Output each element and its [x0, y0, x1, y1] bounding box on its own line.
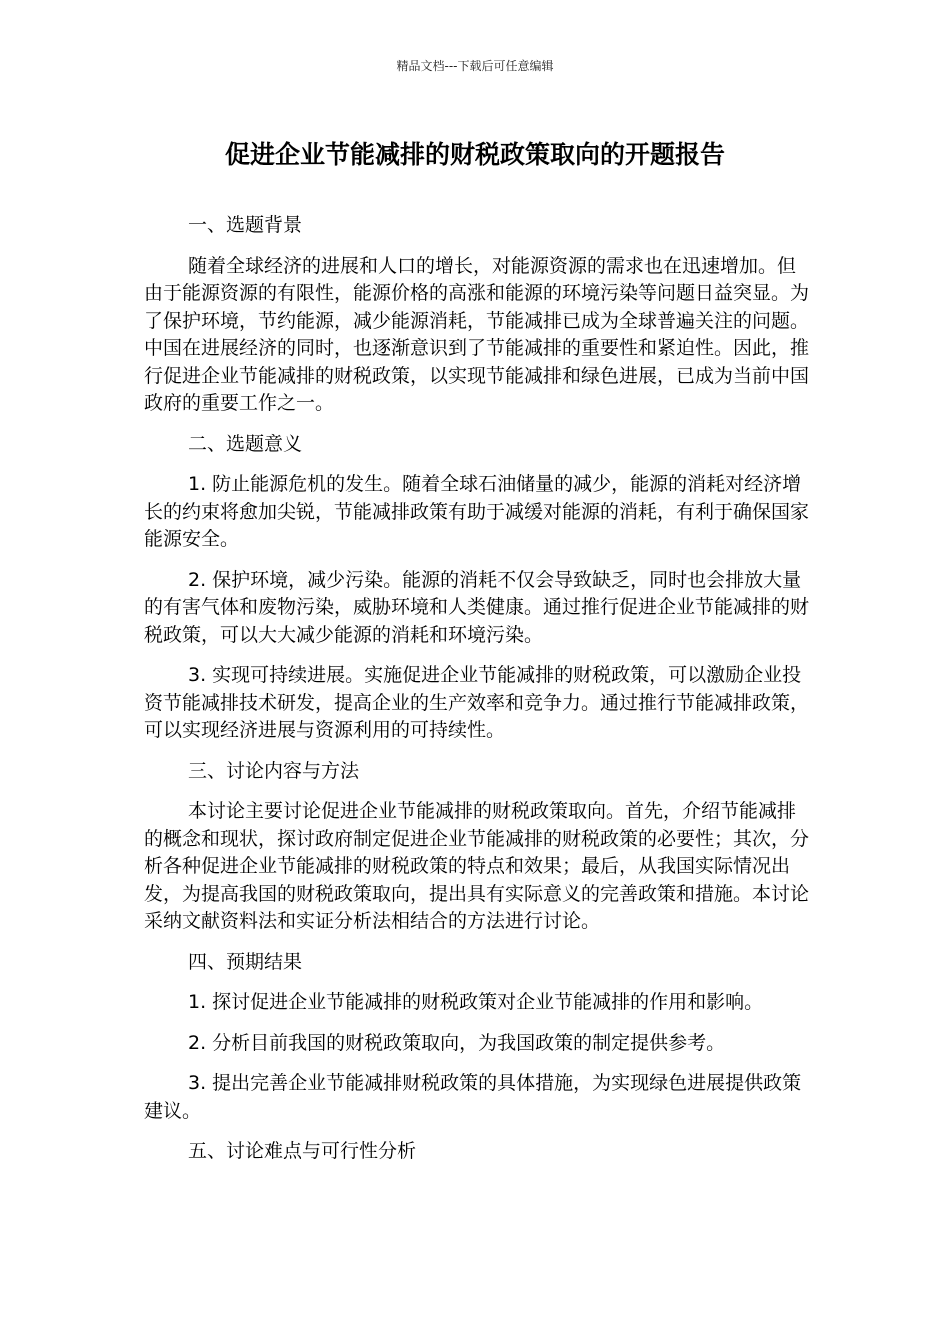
document-body	[144, 212, 812, 1179]
paragraph-significance-2: 2. 保护环境，减少污染。能源的消耗不仅会导致缺乏，同时也会排放大量的有害气体和废物污染，威胁环境和人类健康。通过推行促进企业节能减排的财税政策，可以大大减少能源的消耗和环境污染。	[144, 568, 810, 646]
paragraph-expected-result-1: 1. 探讨促进企业节能减排的财税政策对企业节能减排的作用和影响。	[188, 991, 764, 1013]
paragraph-expected-result-3: 3. 提出完善企业节能减排财税政策的具体措施，为实现绿色进展提供政策建议。	[144, 1072, 802, 1122]
section-heading-content-method: 三、讨论内容与方法	[188, 759, 360, 782]
header-note: 精品文档---下载后可任意编辑	[396, 59, 554, 73]
section-heading-significance: 二、选题意义	[188, 432, 303, 455]
paragraph-expected-result-2: 2. 分析目前我国的财税政策取向，为我国政策的制定提供参考。	[188, 1031, 726, 1054]
paragraph-background: 随着全球经济的进展和人口的增长，对能源资源的需求也在迅速增加。但由于能源资源的有限性，能源价格的高涨和能源的环境污染等问题日益突显。为了保护环境，节约能源，减少能源消耗，节能减排已成为全球普遍关注的问题。中国在进展经济的同时，也逐渐意识到了节能减排的重要性和紧迫性。因此，推行促进企业节能减排的财税政策，以实现节能减排和绿色进展，已成为当前中国政府的重要工作之一。	[144, 254, 810, 414]
section-heading-background: 一、选题背景	[188, 214, 303, 236]
paragraph-significance-3: 3. 实现可持续进展。实施促进企业节能减排的财税政策，可以激励企业投资节能减排技术研发，提高企业的生产效率和竞争力。通过推行节能减排政策，可以实现经济进展与资源利用的可持续性。	[144, 664, 810, 741]
paragraph-content-method: 本讨论主要讨论促进企业节能减排的财税政策取向。首先，介绍节能减排的概念和现状，探讨政府制定促进企业节能减排的财税政策的必要性；其次，分析各种促进企业节能减排的财税政策的特点和效果；最后，从我国实际情况出发，为提高我国的财税政策取向，提出具有实际意义的完善政策和措施。本讨论采纳文献资料法和实证分析法相结合的方法进行讨论。	[144, 800, 810, 932]
section-heading-difficulties: 五、讨论难点与可行性分析	[188, 1140, 417, 1162]
document-title: 促进企业节能减排的财税政策取向的开题报告	[224, 140, 725, 169]
paragraph-significance-1: 1. 防止能源危机的发生。随着全球石油储量的减少，能源的消耗对经济增长的约束将愈加尖锐，节能减排政策有助于减缓对能源的消耗，有利于确保国家能源安全。	[144, 473, 810, 550]
section-heading-expected-results: 四、预期结果	[188, 950, 303, 973]
